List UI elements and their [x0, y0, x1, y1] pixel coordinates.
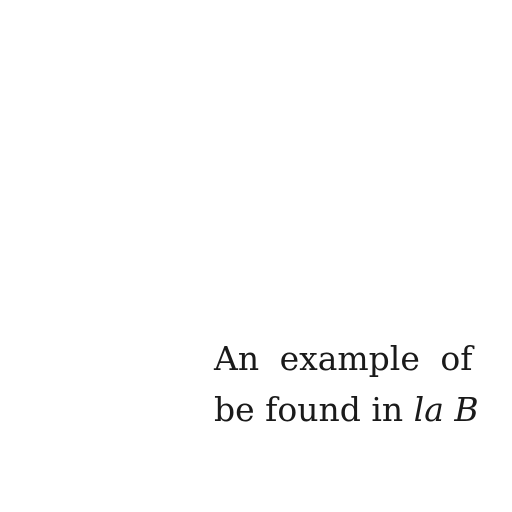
text-line-2-italic: la B: [413, 390, 479, 429]
text-line-2: [214, 384, 479, 435]
body-paragraph: [214, 333, 479, 435]
text-line-2-start: be found in: [214, 390, 414, 429]
text-line-1: An example of: [214, 339, 473, 378]
